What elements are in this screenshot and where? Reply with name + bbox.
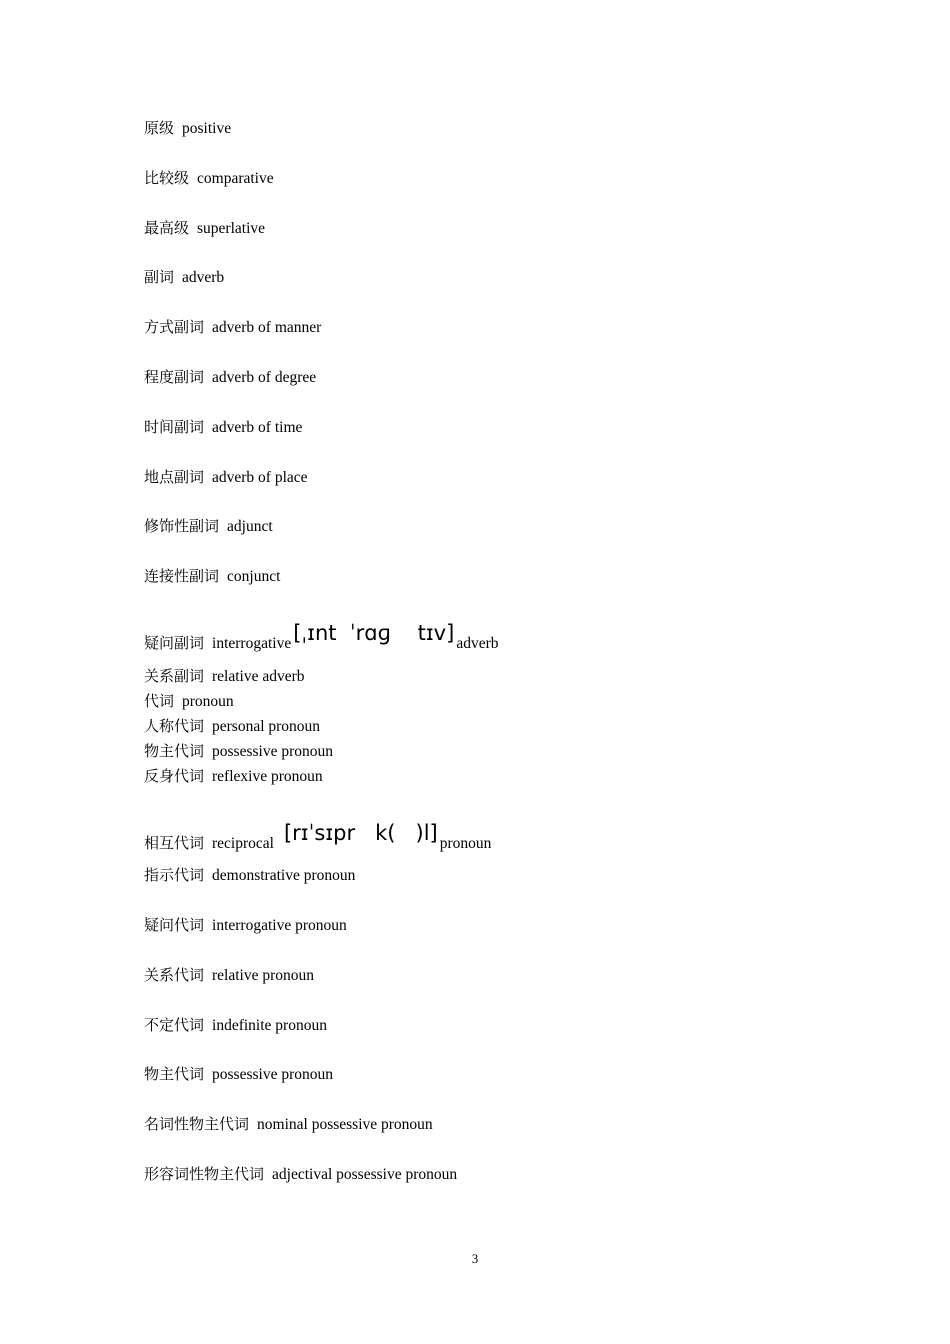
term-chinese: 程度副词	[144, 368, 205, 386]
term-english: pronoun	[182, 693, 234, 710]
term-english: relative pronoun	[212, 967, 315, 984]
term-entry	[144, 692, 234, 711]
term-english: reflexive pronoun	[212, 768, 323, 785]
term-entry	[144, 916, 347, 935]
term-chinese: 指示代词	[144, 866, 205, 884]
term-english: adverb of manner	[212, 319, 322, 336]
term-english: possessive pronoun	[212, 1066, 333, 1083]
term-entry	[144, 1115, 433, 1134]
term-entry	[144, 866, 355, 885]
term-chinese: 名词性物主代词	[144, 1115, 250, 1133]
term-chinese: 关系副词	[144, 667, 205, 685]
term-chinese: 关系代词	[144, 966, 205, 984]
term-chinese: 方式副词	[144, 318, 205, 336]
term-entry	[144, 742, 333, 761]
term-chinese: 比较级	[144, 169, 190, 187]
term-english: indefinite pronoun	[212, 1017, 327, 1034]
term-entry	[144, 418, 302, 437]
term-english: personal pronoun	[212, 718, 321, 735]
term-entry	[144, 667, 305, 686]
term-entry	[144, 1165, 457, 1184]
term-chinese: 连接性副词	[144, 567, 220, 585]
term-english: nominal possessive pronoun	[257, 1116, 433, 1133]
term-chinese: 物主代词	[144, 1065, 205, 1083]
term-entry	[144, 318, 321, 337]
term-english: adverb	[182, 269, 225, 286]
term-chinese: 相互代词	[144, 834, 205, 852]
term-entry	[144, 219, 265, 238]
term-chinese: 副词	[144, 268, 175, 286]
term-english: comparative	[197, 170, 274, 187]
term-english: adverb of place	[212, 469, 308, 486]
term-entry	[144, 517, 273, 536]
term-entry	[144, 767, 323, 786]
term-english: positive	[182, 120, 232, 137]
term-entry	[144, 966, 314, 985]
term-english: adverb of degree	[212, 369, 317, 386]
term-chinese: 修饰性副词	[144, 517, 220, 535]
term-chinese: 地点副词	[144, 468, 205, 486]
term-english: adjunct	[227, 518, 273, 535]
term-chinese: 疑问代词	[144, 916, 205, 934]
page-number: 3	[471, 1251, 479, 1266]
term-chinese: 人称代词	[144, 717, 205, 735]
term-chinese: 时间副词	[144, 418, 205, 436]
term-chinese: 反身代词	[144, 767, 205, 785]
term-entry	[144, 1065, 333, 1084]
term-english: interrogative pronoun	[212, 917, 347, 934]
term-english: demonstrative pronoun	[212, 867, 356, 884]
term-english: possessive pronoun	[212, 743, 333, 760]
term-english: conjunct	[227, 568, 281, 585]
term-chinese: 代词	[144, 692, 175, 710]
term-english: adverb of time	[212, 419, 303, 436]
term-english: adjectival possessive pronoun	[272, 1166, 458, 1183]
term-entry-with-phonetic	[144, 621, 499, 653]
term-english: relative adverb	[212, 668, 305, 685]
phonetic-transcription: [ˌɪnt ˈrɑɡ tɪv]	[293, 621, 455, 645]
term-entry	[144, 717, 320, 736]
term-english-suffix: adverb	[456, 635, 499, 652]
term-english: superlative	[197, 220, 266, 237]
term-chinese: 形容词性物主代词	[144, 1165, 265, 1183]
term-chinese: 不定代词	[144, 1016, 205, 1034]
phonetic-transcription: [rɪˈsɪpr k( )l]	[283, 821, 438, 845]
term-chinese: 原级	[144, 119, 175, 137]
term-english-suffix: pronoun	[439, 835, 492, 852]
term-entry	[144, 468, 308, 487]
term-entry	[144, 119, 231, 138]
term-entry-with-phonetic	[144, 821, 492, 853]
term-chinese: 物主代词	[144, 742, 205, 760]
term-entry	[144, 169, 274, 188]
term-english: reciprocal	[212, 835, 274, 852]
term-entry	[144, 368, 316, 387]
term-chinese: 最高级	[144, 219, 190, 237]
term-english: interrogative	[212, 635, 292, 652]
term-entry	[144, 567, 280, 586]
term-chinese: 疑问副词	[144, 634, 205, 652]
term-entry	[144, 1016, 327, 1035]
term-entry	[144, 268, 224, 287]
